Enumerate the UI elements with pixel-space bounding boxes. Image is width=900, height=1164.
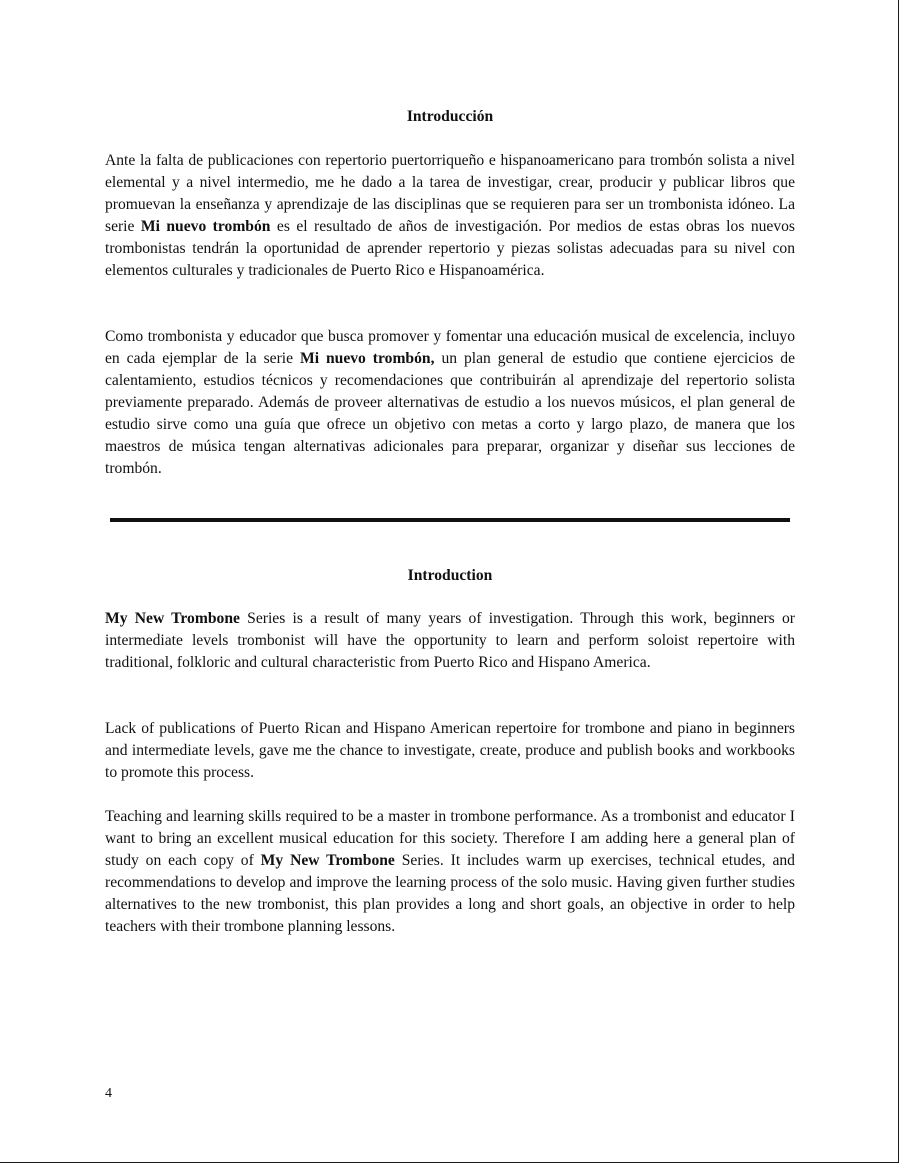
spanish-p1-text-c: es el resultado de años de investigación. Por medios de estas obras los nuevos trombonistas tendrán la oportunidad de aprender repertorio y piezas solistas adecuadas para su nivel con elementos culturales y tradicionales de Puerto Rico e Hispanoamérica. bbox=[105, 218, 796, 279]
series-title-bold: My New Trombone bbox=[260, 852, 395, 869]
spanish-paragraph-2 bbox=[105, 326, 795, 480]
spanish-heading: Introducción bbox=[406, 108, 494, 125]
english-p3-text-a: Teaching and learning skills required to be a master in trombone performance. As a trombonist and educator I want to bring an excellent musical education for this society. Therefore I am adding here a general plan of study on each copy of bbox=[105, 808, 795, 869]
series-title-bold: Mi nuevo trombón bbox=[140, 218, 271, 235]
series-title-bold: Mi nuevo trombón, bbox=[299, 350, 435, 367]
english-paragraph-1 bbox=[105, 608, 795, 674]
english-p3-text-c: Series. It includes warm up exercises, technical etudes, and recommendations to develop and improve the learning process of the solo music. Having given further studies alternatives to the new trombonist, this plan provides a long and short goals, an objective in order to help teachers with their trombone planning lessons. bbox=[105, 852, 795, 935]
spanish-p2-text-a: Como trombonista y educador que busca promover y fomentar una educación musical de excelencia, incluyo en cada ejemplar de la serie bbox=[105, 328, 795, 367]
english-paragraph-3 bbox=[105, 806, 795, 938]
spanish-p2-text-c: un plan general de estudio que contiene ejercicios de calentamiento, estudios técnicos y recomendaciones que contribuirán al aprendizaje del repertorio solista previamente preparado. Además de proveer alternativas de estudio a los nuevos músicos, el plan general de estudio sirve como una guía que ofrece un objetivo con metas a corto y largo plazo, de manera que los maestros de música tengan alternativas adicionales para preparar, organizar y diseñar sus lecciones de trombón. bbox=[105, 350, 795, 477]
series-title-bold: My New Trombone bbox=[105, 610, 240, 627]
page-number: 4 bbox=[105, 1086, 112, 1101]
english-paragraph-2: Lack of publications of Puerto Rican and Hispano American repertoire for trombone and piano in beginners and intermediate levels, gave me the chance to investigate, create, produce and publish books and workbooks to promote this process. bbox=[105, 720, 795, 781]
english-p1-text-c: Series is a result of many years of investigation. Through this work, beginners or intermediate levels trombonist will have the opportunity to learn and perform soloist repertoire with traditional, folkloric and cultural characteristic from Puerto Rico and Hispano America. bbox=[105, 610, 795, 671]
spanish-paragraph-1 bbox=[105, 150, 795, 282]
section-divider bbox=[110, 518, 790, 522]
english-heading: Introduction bbox=[407, 567, 493, 584]
spanish-p1-text-a: Ante la falta de publicaciones con repertorio puertorriqueño e hispanoamericano para trombón solista a nivel elemental y a nivel intermedio, me he dado a la tarea de investigar, crear, producir y publicar libros que promuevan la enseñanza y aprendizaje de las disciplinas que se requieren para ser un trombonista idóneo. La serie bbox=[105, 152, 795, 235]
